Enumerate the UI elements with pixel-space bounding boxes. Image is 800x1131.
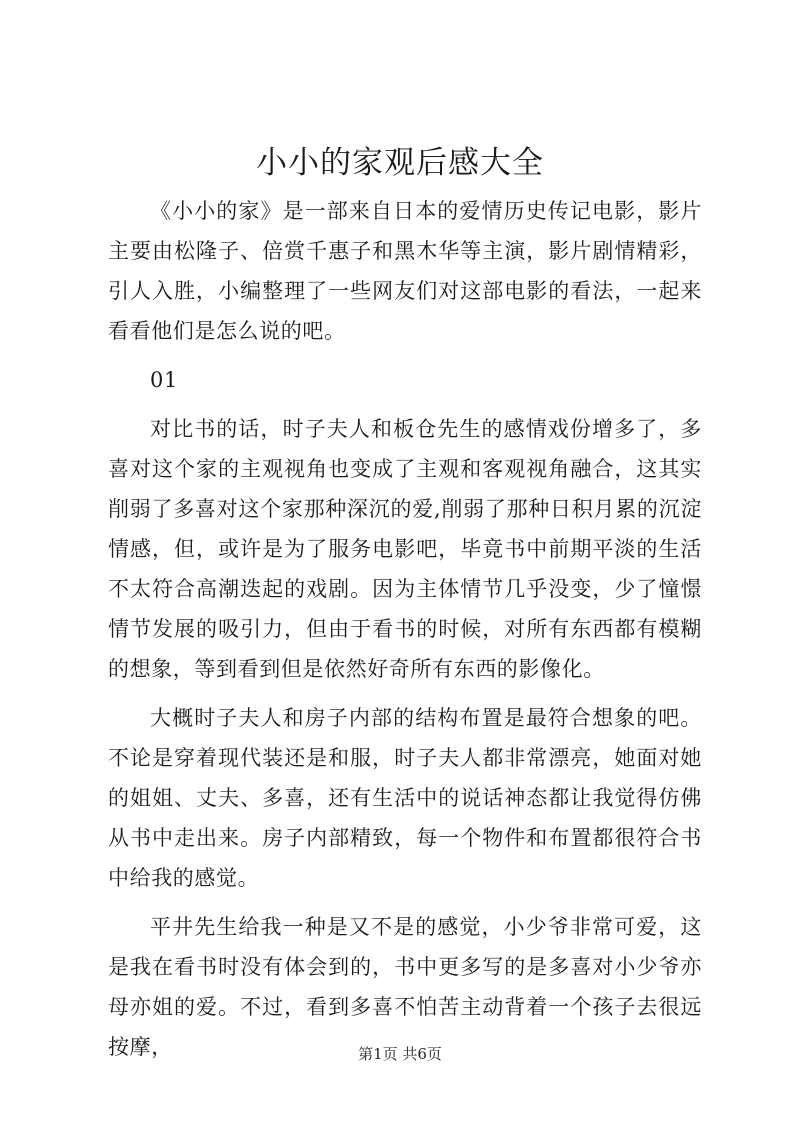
paragraph-hirai: 平井先生给我一种是又不是的感觉，小少爷非常可爱，这是我在看书时没有体会到的，书中更多写的是多喜对小少爷亦母亦姐的爱。不过，看到多喜不怕苦主动背着一个孩子去很远按摩， bbox=[108, 915, 702, 1059]
document-title: 小小的家观后感大全 bbox=[256, 145, 544, 181]
section-number: 01 bbox=[150, 368, 178, 392]
page-footer: 第1页 共6页 bbox=[358, 1045, 442, 1063]
paragraph-tokiko-house: 大概时子夫人和房子内部的结构布置是最符合想象的吧。不论是穿着现代装还是和服，时子夫人都非常漂亮，她面对她的姐姐、丈夫、多喜，还有生活中的说话神态都让我觉得仿佛从书中走出来。房子内部精致，每一个物件和布置都很符合书中给我的感觉。 bbox=[108, 706, 702, 890]
paragraph-book-comparison: 对比书的话，时子夫人和板仓先生的感情戏份增多了，多喜对这个家的主观视角也变成了主观和客观视角融合，这其实削弱了多喜对这个家那种深沉的爱,削弱了那种日积月累的沉淀情感，但，或许是为了服务电影吧，毕竟书中前期平淡的生活不太符合高潮迭起的戏剧。因为主体情节几乎没变，少了憧憬情节发展的吸引力，但由于看书的时候，对所有东西都有模糊的想象，等到看到但是依然好奇所有东西的影像化。 bbox=[108, 417, 702, 681]
document-body bbox=[108, 191, 702, 1076]
paragraph-intro: 《小小的家》是一部来自日本的爱情历史传记电影，影片主要由松隆子、倍赏千惠子和黑木华等主演，影片剧情精彩，引人入胜，小编整理了一些网友们对这部电影的看法，一起来看看他们是怎么说的吧。 bbox=[108, 199, 702, 343]
